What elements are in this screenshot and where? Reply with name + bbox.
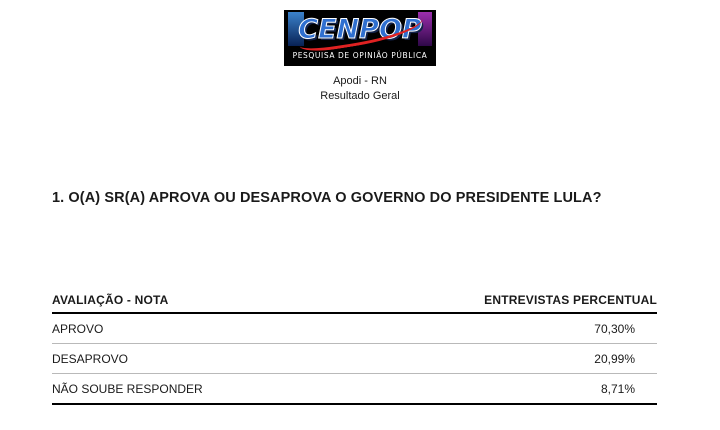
table-row xyxy=(52,344,657,374)
row-label: NÃO SOUBE RESPONDER xyxy=(52,382,203,396)
row-label: DESAPROVO xyxy=(52,352,129,366)
row-label: APROVO xyxy=(52,322,104,336)
row-value: 20,99% xyxy=(594,352,635,366)
logo-wordmark: CENPOP xyxy=(298,14,422,45)
row-value: 8,71% xyxy=(600,382,635,396)
question-title: 1. O(A) SR(A) APROVA OU DESAPROVA O GOVERNO DO PRESIDENTE LULA? xyxy=(52,190,602,206)
report-subtitle: Resultado Geral xyxy=(320,90,400,102)
results-table xyxy=(52,293,657,405)
row-value: 70,30% xyxy=(594,322,635,336)
city-label: Apodi - RN xyxy=(333,75,387,87)
column-header-value: ENTREVISTAS PERCENTUAL xyxy=(484,293,657,307)
table-row xyxy=(52,314,657,344)
column-header-label: AVALIAÇÃO - NOTA xyxy=(52,293,169,307)
table-row xyxy=(52,374,657,405)
document-header xyxy=(0,0,720,104)
table-header-row xyxy=(52,293,657,314)
cenpop-logo xyxy=(284,10,436,66)
logo-tagline: PESQUISA DE OPINIÃO PÚBLICA xyxy=(292,51,428,60)
